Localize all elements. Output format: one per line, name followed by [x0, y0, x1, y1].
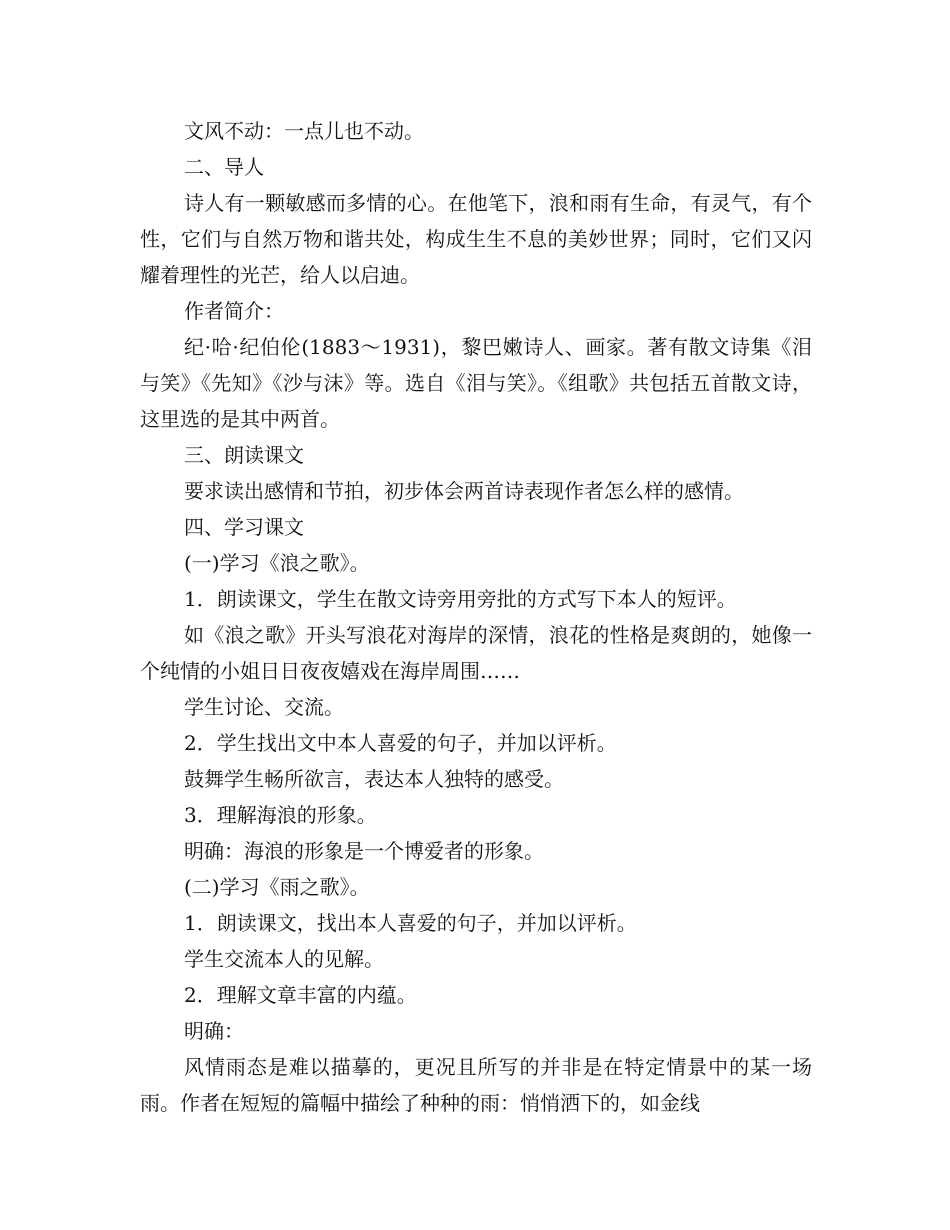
list-item-wave-2: 2．学生找出文中本人喜爱的句子，并加以评析。: [184, 731, 617, 755]
heading-study-text: 四、学习课文: [184, 515, 304, 539]
document-body: [140, 113, 812, 1121]
paragraph-read-requirement: 要求读出感情和节拍，初步体会两首诗表现作者怎么样的感情。: [184, 479, 744, 503]
paragraph-discussion: 学生讨论、交流。: [184, 695, 344, 719]
paragraph-wave-example: 如《浪之歌》开头写浪花对海岸的深情，浪花的性格是爽朗的，她像一个纯情的小姐日日夜夜嬉戏在海岸周围……: [140, 623, 812, 683]
paragraph-rain-analysis: 风情雨态是难以描摹的，更况且所写的并非是在特定情景中的某一场雨。作者在短短的篇幅中描绘了种种的雨：悄悄洒下的，如金线: [140, 1055, 812, 1115]
paragraph-encourage: 鼓舞学生畅所欲言，表达本人独特的感受。: [184, 767, 564, 791]
heading-read-text: 三、朗读课文: [184, 443, 304, 467]
heading-author-intro: 作者简介：: [184, 299, 284, 323]
paragraph-wave-answer: 明确：海浪的形象是一个博爱者的形象。: [184, 839, 544, 863]
paragraph-intro-text: 诗人有一颗敏感而多情的心。在他笔下，浪和雨有生命，有灵气，有个性，它们与自然万物和谐共处，构成生生不息的美妙世界；同时，它们又闪耀着理性的光芒，给人以启迪。: [140, 191, 812, 287]
paragraph-exchange: 学生交流本人的见解。: [184, 947, 384, 971]
paragraph-answer-label: 明确：: [184, 1019, 244, 1043]
list-item-rain-2: 2．理解文章丰富的内蕴。: [184, 983, 417, 1007]
list-item-wave-1: 1．朗读课文，学生在散文诗旁用旁批的方式写下本人的短评。: [184, 587, 737, 611]
list-item-wave-3: 3．理解海浪的形象。: [184, 803, 377, 827]
heading-introduction: 二、导人: [184, 155, 264, 179]
list-item-rain-1: 1．朗读课文，找出本人喜爱的句子，并加以评析。: [184, 911, 637, 935]
subheading-wave-song: (一)学习《浪之歌》。: [184, 551, 370, 575]
subheading-rain-song: (二)学习《雨之歌》。: [184, 875, 370, 899]
paragraph-author-bio: 纪·哈·纪伯伦(1883～1931)，黎巴嫩诗人、画家。著有散文诗集《泪与笑》《先知》《沙与沫》等。选自《泪与笑》。《组歌》共包括五首散文诗，这里选的是其中两首。: [140, 335, 812, 431]
paragraph-definition: 文风不动：一点儿也不动。: [184, 119, 424, 143]
